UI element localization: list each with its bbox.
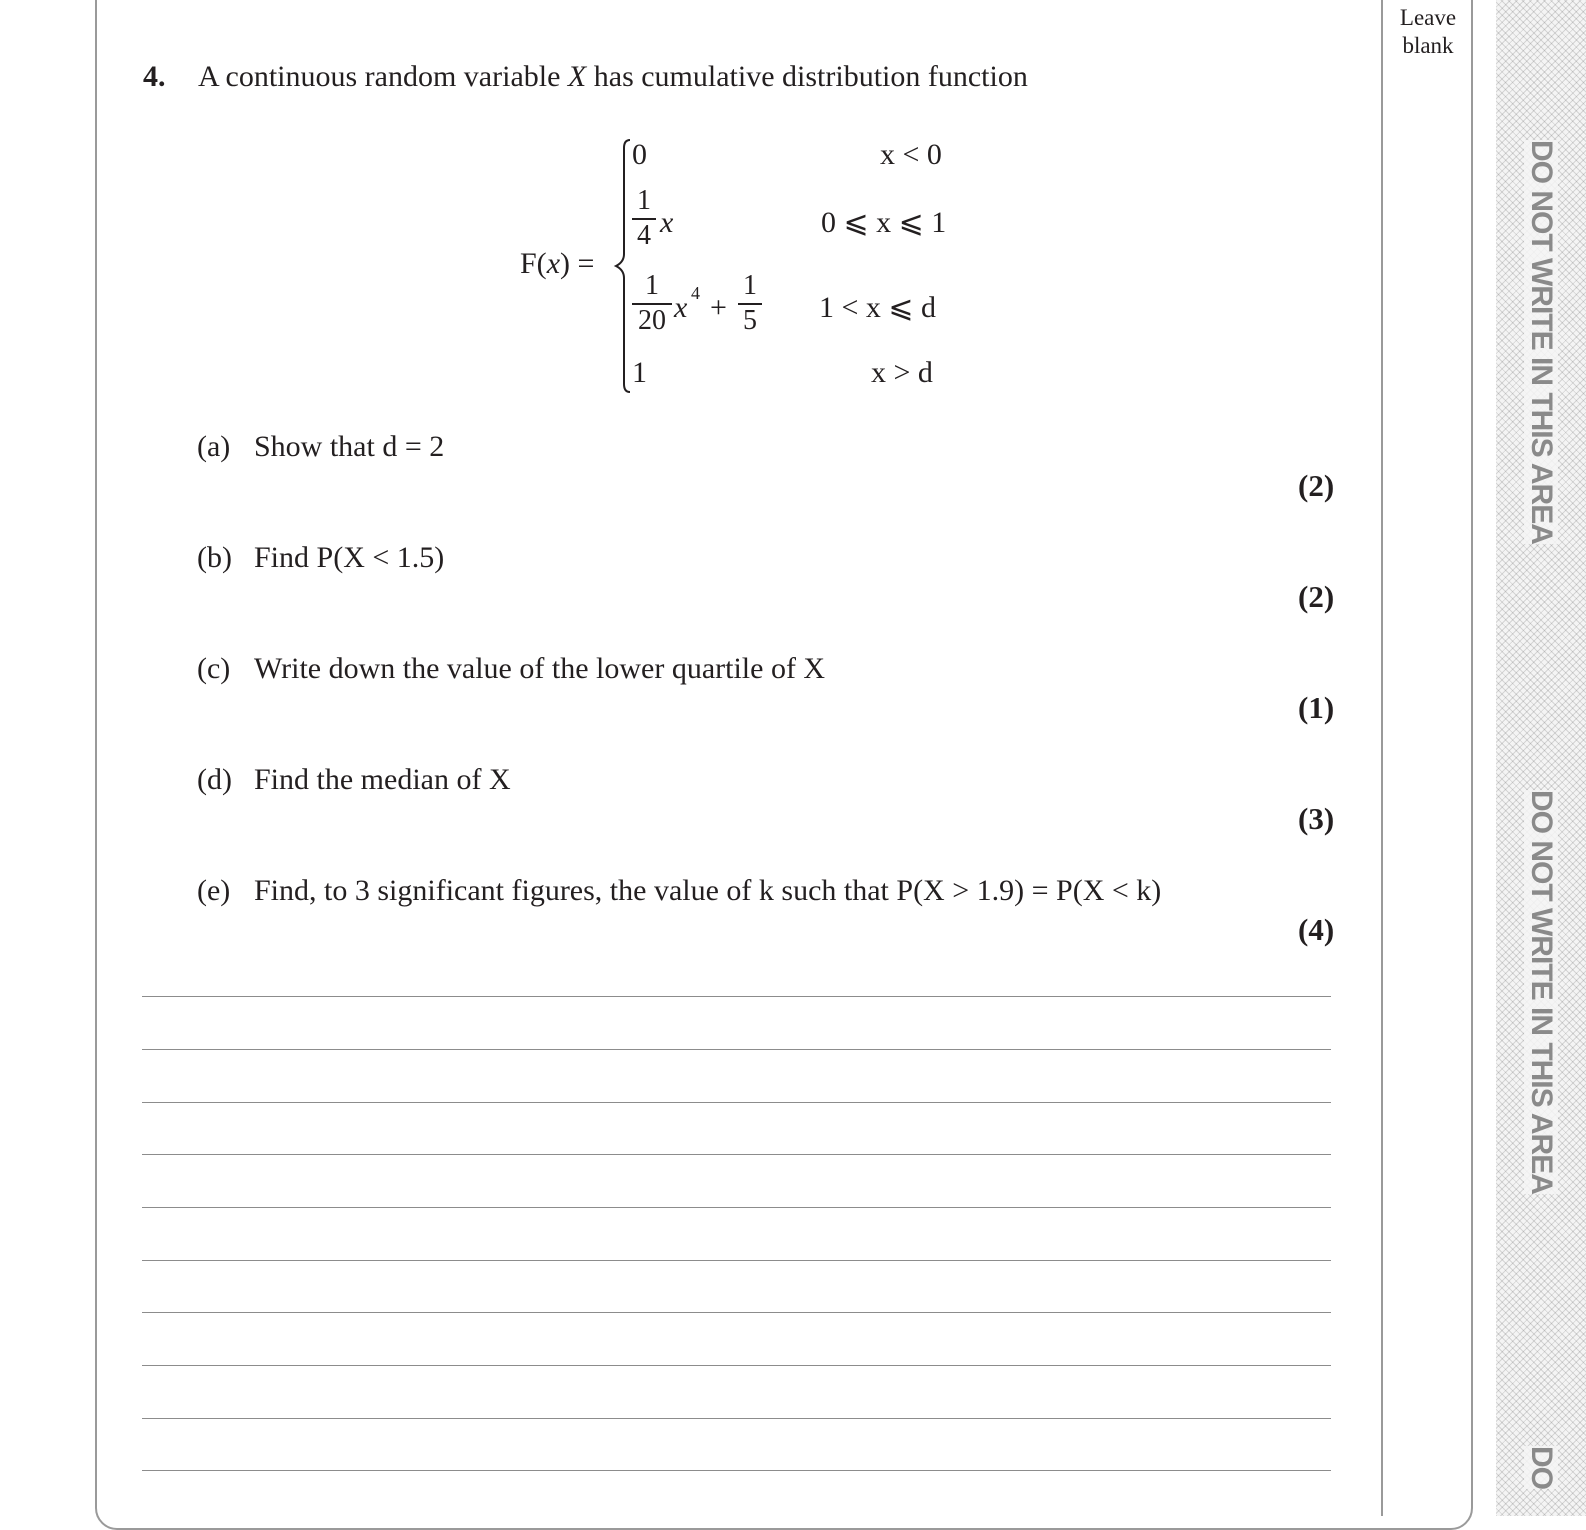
case3-condition: 1 < x ⩽ d bbox=[819, 291, 937, 324]
leave-blank-line2: blank bbox=[1402, 33, 1454, 58]
case3-plus: + bbox=[710, 291, 727, 324]
intro-pre: A continuous random variable bbox=[198, 60, 568, 93]
case4-condition: x > d bbox=[871, 356, 933, 389]
case1-value: 0 bbox=[632, 138, 647, 171]
part-d-text: Find the median of X bbox=[254, 763, 511, 796]
do-not-write-text-1: DO NOT WRITE IN THIS AREA bbox=[1525, 140, 1558, 544]
answer-line[interactable] bbox=[142, 1365, 1331, 1366]
answer-line[interactable] bbox=[142, 1260, 1331, 1261]
question-number: 4. bbox=[143, 60, 166, 93]
part-d: (d) Find the median of X bbox=[197, 763, 511, 796]
part-d-marks: (3) bbox=[1298, 801, 1335, 836]
part-e-text: Find, to 3 significant figures, the value of k such that P(X > 1.9) = P(X < k) bbox=[254, 874, 1162, 907]
case3-fraction-2: 1 5 bbox=[738, 271, 762, 336]
intro-var: X bbox=[567, 60, 587, 93]
answer-line[interactable] bbox=[142, 1207, 1331, 1208]
part-e: (e) Find, to 3 significant figures, the value of k such that P(X > 1.9) = P(X < k) bbox=[197, 874, 1162, 907]
part-c: (c) Write down the value of the lower quartile of X bbox=[197, 652, 826, 685]
cdf-lhs: F(x) = bbox=[520, 247, 595, 280]
part-e-marks: (4) bbox=[1298, 912, 1335, 947]
part-b-marks: (2) bbox=[1298, 579, 1335, 614]
case4-value: 1 bbox=[632, 356, 647, 389]
answer-line[interactable] bbox=[142, 996, 1331, 997]
leave-blank-line1: Leave bbox=[1399, 5, 1457, 30]
answer-line[interactable] bbox=[142, 1049, 1331, 1050]
answer-line[interactable] bbox=[142, 1470, 1331, 1471]
case3-variable: x bbox=[674, 291, 688, 324]
case2-fraction: 1 4 bbox=[632, 186, 656, 251]
question-intro bbox=[198, 60, 1028, 94]
part-a-marks: (2) bbox=[1298, 468, 1335, 503]
piecewise-brace bbox=[606, 136, 634, 396]
part-a: (a) Show that d = 2 bbox=[197, 430, 445, 463]
part-c-text: Write down the value of the lower quartile of X bbox=[254, 652, 826, 685]
leave-blank-label bbox=[1388, 4, 1468, 60]
part-b-text: Find P(X < 1.5) bbox=[254, 541, 445, 574]
case2-condition: 0 ⩽ x ⩽ 1 bbox=[821, 206, 947, 239]
case3-exponent: 4 bbox=[691, 283, 700, 303]
part-a-text: Show that d = 2 bbox=[254, 430, 445, 463]
part-b: (b) Find P(X < 1.5) bbox=[197, 541, 445, 574]
answer-line[interactable] bbox=[142, 1154, 1331, 1155]
do-not-write-text-3: DO bbox=[1525, 1446, 1558, 1489]
answer-line[interactable] bbox=[142, 1312, 1331, 1313]
leave-blank-column-divider bbox=[1381, 0, 1383, 1516]
intro-post: has cumulative distribution function bbox=[586, 60, 1028, 93]
case1-condition: x < 0 bbox=[880, 138, 942, 171]
answer-line[interactable] bbox=[142, 1418, 1331, 1419]
answer-line[interactable] bbox=[142, 1102, 1331, 1103]
part-c-marks: (1) bbox=[1298, 690, 1335, 725]
case2-variable: x bbox=[660, 206, 674, 239]
do-not-write-text-2: DO NOT WRITE IN THIS AREA bbox=[1525, 790, 1558, 1194]
case3-fraction-1: 1 20 bbox=[632, 271, 672, 336]
